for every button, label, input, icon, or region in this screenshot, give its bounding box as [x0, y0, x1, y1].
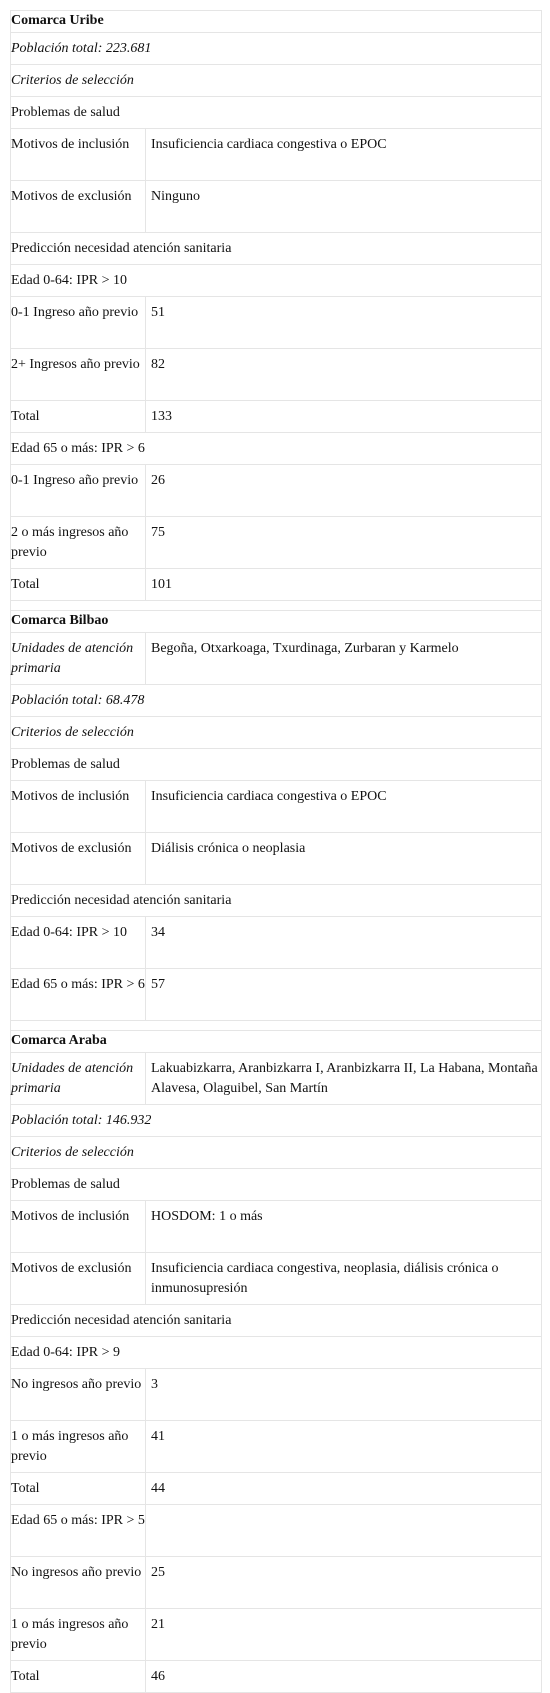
section-header-row — [11, 611, 542, 633]
row-value: Diálisis crónica o neoplasia — [146, 833, 542, 885]
table-row — [11, 633, 542, 685]
table-row — [11, 1337, 542, 1369]
total-value: 46 — [146, 1661, 542, 1693]
row-label: Motivos de inclusión — [11, 1201, 146, 1253]
table-row — [11, 465, 542, 517]
prediccion-heading: Predicción necesidad atención sanitaria — [11, 1305, 542, 1337]
total-value: 133 — [146, 401, 542, 433]
row-label: 2+ Ingresos año previo — [11, 349, 146, 401]
section-title: Comarca Araba — [11, 1031, 542, 1053]
row-label: Edad 65 o más: IPR > 6 — [11, 969, 146, 1021]
spacer-cell — [11, 1021, 542, 1031]
table-row — [11, 349, 542, 401]
row-label: Unidades de atención primaria — [11, 1053, 146, 1105]
table-row — [11, 401, 542, 433]
edad-heading: Edad 0-64: IPR > 9 — [11, 1337, 542, 1369]
problemas-heading: Problemas de salud — [11, 749, 542, 781]
poblacion-total: Población total: 68.478 — [11, 685, 542, 717]
total-label: Total — [11, 401, 146, 433]
row-value: Ninguno — [146, 181, 542, 233]
table-row — [11, 297, 542, 349]
row-value: 25 — [146, 1557, 542, 1609]
row-label: Motivos de inclusión — [11, 781, 146, 833]
table-row — [11, 65, 542, 97]
table-row — [11, 1137, 542, 1169]
row-label: 0-1 Ingreso año previo — [11, 465, 146, 517]
table-row — [11, 749, 542, 781]
table-row — [11, 685, 542, 717]
row-label: No ingresos año previo — [11, 1557, 146, 1609]
table-row — [11, 569, 542, 601]
criterios-heading: Criterios de selección — [11, 1137, 542, 1169]
table-row — [11, 181, 542, 233]
row-value: 51 — [146, 297, 542, 349]
spacer-cell — [11, 601, 542, 611]
total-value: 101 — [146, 569, 542, 601]
row-label: 2 o más ingresos año previo — [11, 517, 146, 569]
table-row — [11, 1661, 542, 1693]
table-row — [11, 129, 542, 181]
row-value: 57 — [146, 969, 542, 1021]
table-row — [11, 265, 542, 297]
table-row — [11, 917, 542, 969]
edad-heading: Edad 65 o más: IPR > 5 — [11, 1505, 146, 1557]
row-value: 82 — [146, 349, 542, 401]
row-label: No ingresos año previo — [11, 1369, 146, 1421]
total-label: Total — [11, 569, 146, 601]
table-row — [11, 1305, 542, 1337]
table-row — [11, 1053, 542, 1105]
row-label: Motivos de exclusión — [11, 1253, 146, 1305]
section-header-row — [11, 11, 542, 33]
row-label: Motivos de exclusión — [11, 833, 146, 885]
spacer-row — [11, 601, 542, 611]
section-title: Comarca Uribe — [11, 11, 542, 33]
table-row — [11, 517, 542, 569]
row-label: 0-1 Ingreso año previo — [11, 297, 146, 349]
row-value: Insuficiencia cardiaca congestiva o EPOC — [146, 781, 542, 833]
problemas-heading: Problemas de salud — [11, 1169, 542, 1201]
table-row — [11, 885, 542, 917]
row-value: 34 — [146, 917, 542, 969]
row-label: 1 o más ingresos año previo — [11, 1421, 146, 1473]
table-row — [11, 433, 542, 465]
table-row — [11, 1609, 542, 1661]
table-row — [11, 717, 542, 749]
row-value: 26 — [146, 465, 542, 517]
table-row — [11, 969, 542, 1021]
table-row — [11, 1105, 542, 1137]
row-label: 1 o más ingresos año previo — [11, 1609, 146, 1661]
comarcas-table — [10, 10, 542, 1693]
table-row — [11, 1369, 542, 1421]
poblacion-total: Población total: 223.681 — [11, 33, 542, 65]
criterios-heading: Criterios de selección — [11, 65, 542, 97]
empty-value — [146, 1505, 542, 1557]
table-row — [11, 1169, 542, 1201]
table-row — [11, 1421, 542, 1473]
row-label: Edad 0-64: IPR > 10 — [11, 917, 146, 969]
table-row — [11, 233, 542, 265]
table-row — [11, 1505, 542, 1557]
total-value: 44 — [146, 1473, 542, 1505]
total-label: Total — [11, 1473, 146, 1505]
total-label: Total — [11, 1661, 146, 1693]
row-label: Unidades de atención primaria — [11, 633, 146, 685]
criterios-heading: Criterios de selección — [11, 717, 542, 749]
spacer-row — [11, 1021, 542, 1031]
section-header-row — [11, 1031, 542, 1053]
edad-heading: Edad 65 o más: IPR > 6 — [11, 433, 542, 465]
row-value: Insuficiencia cardiaca congestiva o EPOC — [146, 129, 542, 181]
table-row — [11, 833, 542, 885]
row-value: 75 — [146, 517, 542, 569]
prediccion-heading: Predicción necesidad atención sanitaria — [11, 233, 542, 265]
table-row — [11, 1201, 542, 1253]
row-value: 21 — [146, 1609, 542, 1661]
table-row — [11, 1253, 542, 1305]
row-value: HOSDOM: 1 o más — [146, 1201, 542, 1253]
edad-heading: Edad 0-64: IPR > 10 — [11, 265, 542, 297]
table-row — [11, 97, 542, 129]
table-row — [11, 1473, 542, 1505]
row-value: 41 — [146, 1421, 542, 1473]
table-row — [11, 1557, 542, 1609]
table-row — [11, 33, 542, 65]
section-title: Comarca Bilbao — [11, 611, 542, 633]
row-label: Motivos de exclusión — [11, 181, 146, 233]
table-row — [11, 781, 542, 833]
row-value: Insuficiencia cardiaca congestiva, neoplasia, diálisis crónica o inmunosupresión — [146, 1253, 542, 1305]
row-value: Begoña, Otxarkoaga, Txurdinaga, Zurbaran y Karmelo — [146, 633, 542, 685]
poblacion-total: Población total: 146.932 — [11, 1105, 542, 1137]
row-value: Lakuabizkarra, Aranbizkarra I, Aranbizkarra II, La Habana, Montaña Alavesa, Olaguibel, San Martín — [146, 1053, 542, 1105]
row-value: 3 — [146, 1369, 542, 1421]
problemas-heading: Problemas de salud — [11, 97, 542, 129]
prediccion-heading: Predicción necesidad atención sanitaria — [11, 885, 542, 917]
row-label: Motivos de inclusión — [11, 129, 146, 181]
